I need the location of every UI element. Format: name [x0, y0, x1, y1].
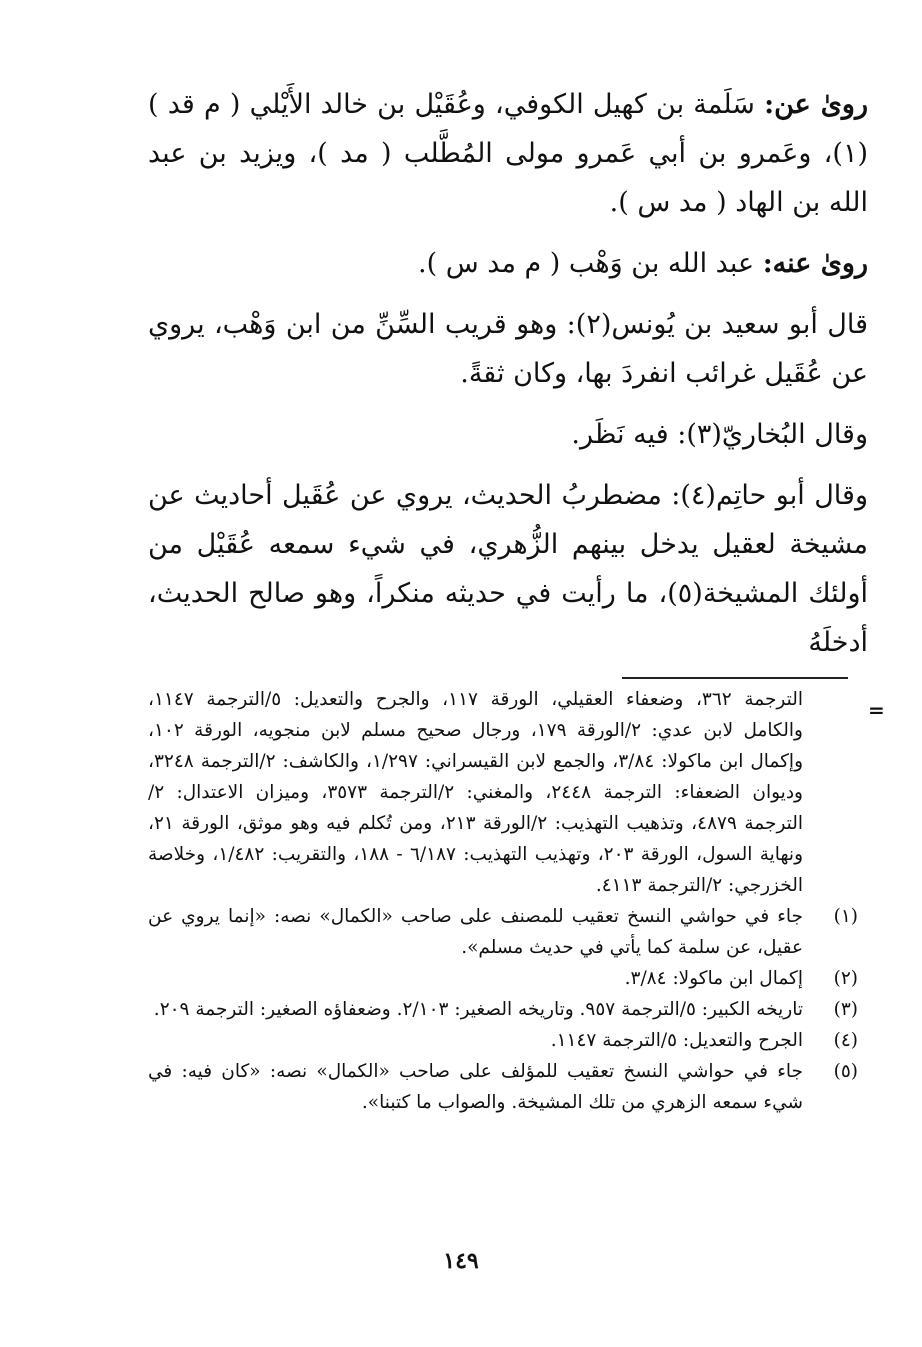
footnote-item [148, 1056, 858, 1118]
footnote-item [148, 901, 858, 963]
narrated-by-text: عبد الله بن وَهْب ( م مد س ). [418, 248, 755, 279]
footnote-number: (٣) [833, 999, 858, 1020]
footnote-text: جاء في حواشي النسخ تعقيب للمؤلف على صاحب «الكمال» نصه: «كان فيه: في شيء سمعه الزهري من تلك المشيخة. والصواب ما كتبنا». [148, 1061, 803, 1113]
footnote-number: (٥) [833, 1061, 858, 1082]
footnote-number: (١) [833, 906, 858, 927]
footnote-item [148, 963, 858, 994]
narrated-from-label: روىٰ عن: [764, 89, 868, 120]
footnote-text: جاء في حواشي النسخ تعقيب للمصنف على صاحب «الكمال» نصه: «إنما يروي عن عقيل، عن سلمة كما يأتي في حديث مسلم». [148, 906, 803, 958]
footnotes [148, 684, 858, 1118]
narrated-by-label: روىٰ عنه: [762, 248, 868, 279]
footnote-item [148, 994, 858, 1025]
footnote-number: (٢) [833, 968, 858, 989]
page-number: ١٤٩ [443, 1248, 479, 1274]
footnote-text: إكمال ابن ماكولا: ٣/٨٤. [624, 968, 803, 989]
ibn-yunus-paragraph: قال أبو سعيد بن يُونس(٢): وهو قريب السِّنِّ من ابن وَهْب، يروي عن عُقَيل غرائب انفردَ بها، وكان ثقةً. [148, 309, 869, 389]
main-text [148, 80, 868, 667]
continuation-mark: = [868, 698, 885, 722]
footnote-text: الجرح والتعديل: ٥/الترجمة ١١٤٧. [550, 1030, 803, 1051]
footnote-item [148, 1025, 858, 1056]
abu-hatim-paragraph: وقال أبو حاتِم(٤): مضطربُ الحديث، يروي عن عُقَيل أحاديث عن مشيخة لعقيل يدخل بينهم الزُّهري، في شيء سمعه عُقَيْل من أولئك المشيخة(٥)، ما رأيت في حديثه منكراً، وهو صالح الحديث، أدخلَهُ [148, 480, 868, 658]
narrated-from-text: سَلَمة بن كهيل الكوفي، وعُقَيْل بن خالد الأَيْلي ( م قد )(١)، وعَمرو بن أبي عَمرو مولى المُطَّلب ( مد )، ويزيد بن عبد الله بن الهاد ( مد س ). [148, 89, 868, 218]
narrated-from-paragraph [148, 80, 868, 227]
footnote-continuation: الترجمة ٣٦٢، وضعفاء العقيلي، الورقة ١١٧، والجرح والتعديل: ٥/الترجمة ١١٤٧، والكامل لابن عدي: ٢/الورقة ١٧٩، ورجال صحيح مسلم لابن منجويه، الورقة ١٠٢، وإكمال ابن ماكولا: ٣/٨٤، والجمع لابن القيسراني: ١/٢٩٧، والكاشف: ٢/الترجمة ٣٢٤٨، وديوان الضعفاء: الترجمة ٢٤٤٨، والمغني: ٢/الترجمة ٣٥٧٣، وميزان الاعتدال: ٢/الترجمة ٤٨٧٩، وتذهيب التهذيب: ٢/الورقة ٢١٣، ومن تُكلم فيه وهو موثق، الورقة ٢١، ونهاية السول، الورقة ٢٠٣، وتهذيب التهذيب: ٦/١٨٧ - ١٨٨، والتقريب: ١/٤٨٢، وخلاصة الخزرجي: ٢/الترجمة ٤١١٣. [148, 689, 804, 896]
narrated-by-paragraph [148, 239, 868, 288]
bukhari-paragraph: وقال البُخاريّ(٣): فيه نَظَر. [571, 419, 868, 450]
footnote-divider [622, 677, 848, 679]
footnote-text: تاريخه الكبير: ٥/الترجمة ٩٥٧. وتاريخه الصغير: ٢/١٠٣. وضعفاؤه الصغير: الترجمة ٢٠٩. [153, 999, 803, 1020]
footnote-number: (٤) [833, 1030, 858, 1051]
